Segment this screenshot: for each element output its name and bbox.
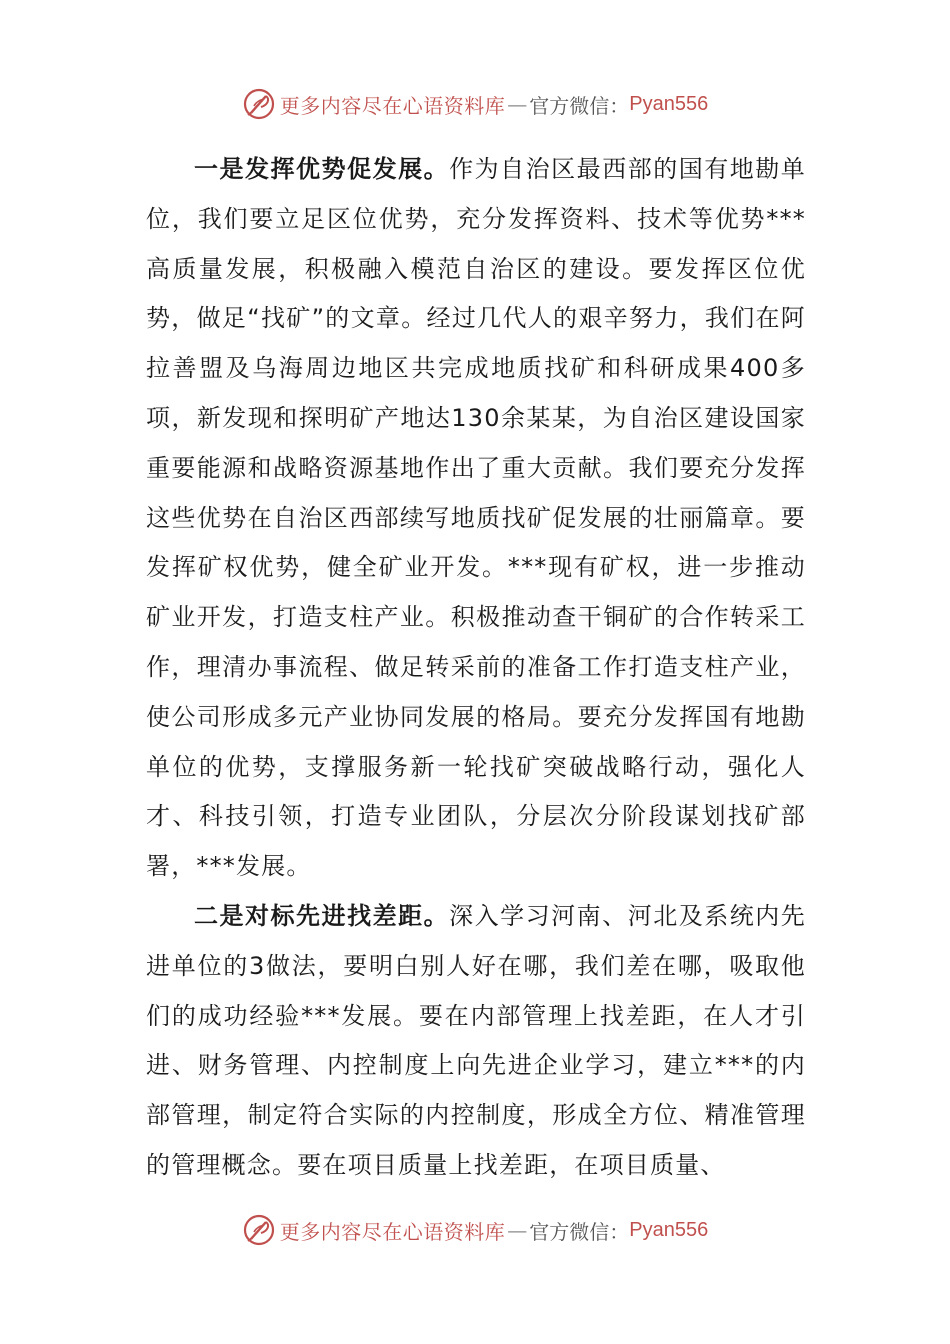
watermark-content (242, 87, 708, 121)
watermark-dash: — (507, 92, 528, 116)
watermark-text: 更多内容尽在心语资料库 (279, 1219, 506, 1244)
paragraph-1-lead: 一是发挥优势促发展。 (194, 155, 450, 183)
footer-watermark (0, 1210, 950, 1250)
watermark-content (242, 1213, 708, 1247)
paragraph-2-body: 深入学习河南、河北及系统内先进单位的3做法，要明白别人好在哪，我们差在哪，吸取他们的成功经验***发展。要在内部管理上找差距，在人才引进、财务管理、内控制度上向先进企业学习，建立***的内部管理，制定符合实际的内控制度，形成全方位、精准管理的管理概念。要在项目质量上找差距，在项目质量、 (146, 901, 806, 1179)
watermark-label: 官方微信： (529, 1219, 630, 1244)
watermark-wechat-id: Pyan556 (629, 92, 709, 115)
quill-logo-icon (242, 1213, 276, 1247)
header-watermark (0, 84, 950, 124)
paragraph-1-body: 作为自治区最西部的国有地勘单位，我们要立足区位优势，充分发挥资料、技术等优势***高质量发展，积极融入模范自治区的建设。要发挥区位优势，做足“找矿”的文章。经过几代人的艰辛努力，我们在阿拉善盟及乌海周边地区共完成地质找矿和科研成果400多项，新发现和探明矿产地达130余某某，为自治区建设国家重要能源和战略资源基地作出了重大贡献。我们要充分发挥这些优势在自治区西部续写地质找矿促发展的壮丽篇章。要发挥矿权优势，健全矿业开发。***现有矿权，进一步推动矿业开发，打造支柱产业。积极推动查干铜矿的合作转采工作，理清办事流程、做足转采前的准备工作打造支柱产业，使公司形成多元产业协同发展的格局。要充分发挥国有地勘单位的优势，支撑服务新一轮找矿突破战略行动，强化人才、科技引领，打造专业团队，分层次分阶段谋划找矿部署，***发展。 (146, 155, 806, 881)
paragraph-2-lead: 二是对标先进找差距。 (194, 901, 450, 930)
paragraph-1 (146, 145, 806, 892)
paragraph-2 (146, 892, 806, 1191)
document-body (146, 145, 806, 1191)
watermark-dash: — (507, 1218, 528, 1242)
watermark-text: 更多内容尽在心语资料库 (279, 93, 506, 118)
watermark-label: 官方微信： (529, 93, 630, 118)
watermark-wechat-id: Pyan556 (629, 1218, 709, 1241)
quill-logo-icon (242, 87, 276, 121)
